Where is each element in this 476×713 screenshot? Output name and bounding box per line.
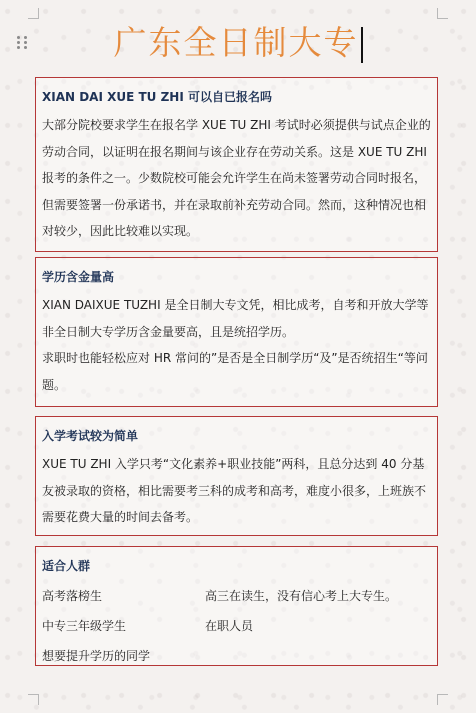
section-paragraph: XIAN DAIXUE TUZHI 是全日制大专文凭，相比成考，自考和开放大学等非全日制大专学历含金量要高，且是统招学历。 <box>42 298 429 339</box>
section-entrance-exam <box>35 416 438 536</box>
section-degree-value <box>35 257 438 407</box>
section-target-audience <box>35 546 438 666</box>
list-item: 高三在读生，没有信心考上大专生。 <box>205 589 398 603</box>
page-corner-mark <box>28 694 39 705</box>
list-item: 想要提升学历的同学 <box>42 649 151 663</box>
list-item: 在职人员 <box>205 619 254 633</box>
list-item: 中专三年级学生 <box>42 619 127 633</box>
audience-list <box>42 581 431 671</box>
list-item: 高考落榜生 <box>42 589 103 603</box>
section-heading: XIAN DAI XUE TU ZHI 可以自已报名吗 <box>42 90 272 104</box>
section-paragraph: 大部分院校要求学生在报名学 XUE TU ZHI 考试时必须提供与试点企业的劳动合同，以证明在报名期间与该企业存在劳动关系。这是 XUE TU ZHI 报考的条件之一。少数院校可能会允许学生在尚未签署劳动合同时报名，但需要签署一份承诺书，并在录取前补充劳动合同。然而，这种情况也相对较少，因此比较难以实现。 <box>42 118 431 238</box>
section-paragraph: XUE TU ZHI 入学只考“文化素养+职业技能”两科，且总分达到 40 分基友被录取的资格，相比需要考三科的成考和高考，难度小很多，上班族不需要花费大量的时间去备考。 <box>42 457 427 524</box>
section-heading: 学历含金量高 <box>42 270 115 284</box>
text-cursor <box>361 27 363 63</box>
section-heading: 入学考试较为简单 <box>42 429 139 443</box>
section-self-registration <box>35 77 438 252</box>
section-paragraph: 求职时也能轻松应对 HR 常问的”是否是全日制学历“及”是否统招生“等问题。 <box>42 351 428 392</box>
section-heading: 适合人群 <box>42 559 91 573</box>
page-title-container[interactable] <box>0 18 476 68</box>
page-corner-mark <box>437 694 448 705</box>
page-title[interactable]: 广东全日制大专 <box>113 23 359 62</box>
